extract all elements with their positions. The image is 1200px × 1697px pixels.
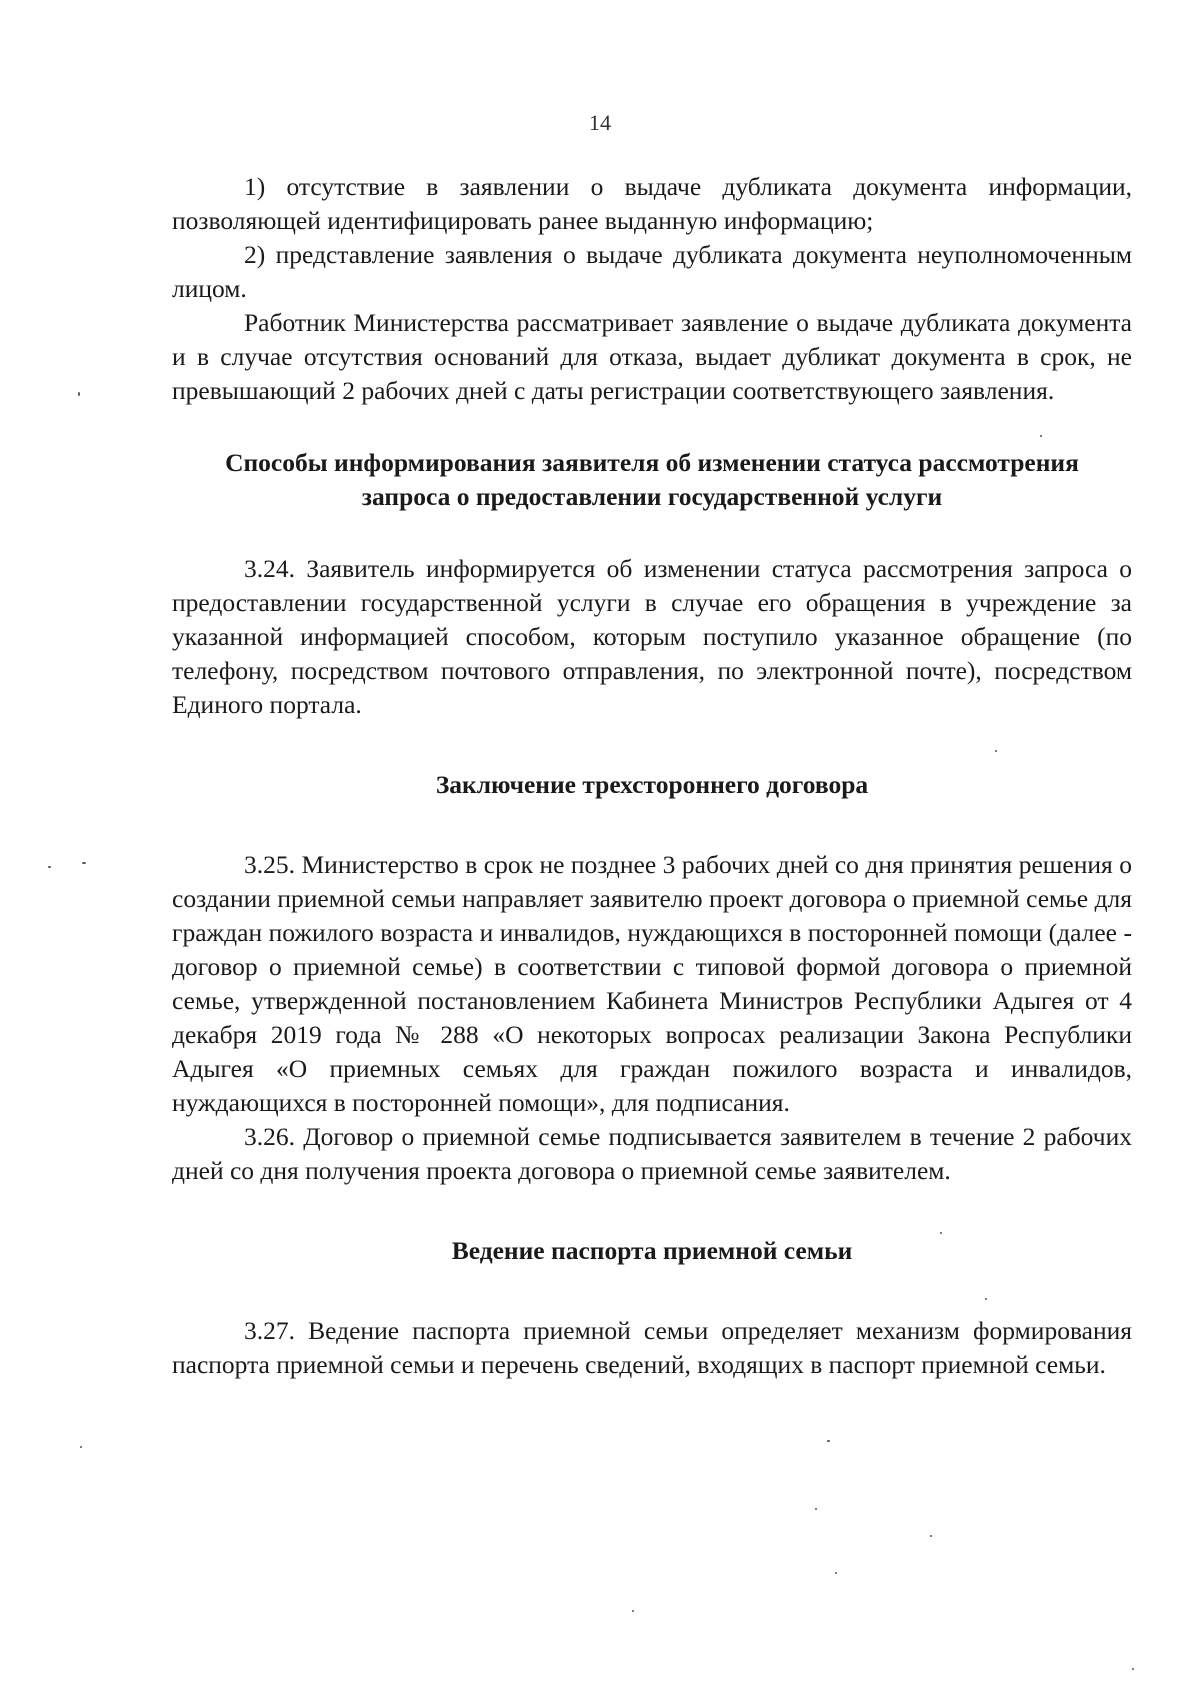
scan-speck xyxy=(985,1298,987,1300)
scan-speck xyxy=(930,1535,932,1537)
paragraph-3-24: 3.24. Заявитель информируется об изменении статуса рассмотрения запроса о предоставлении государственной услуги в случае его обращения в учреждение за указанной информацией способом, которым поступило указанное обращение (по телефону, посредством почтового отправления, по электронной почте), посредством Единого портала. xyxy=(172,554,1132,719)
scan-speck xyxy=(48,866,51,868)
section-heading-informing: Способы информирования заявителя об изменении статуса рассмотрения запроса о предоставлении государственной услуги xyxy=(225,448,1079,511)
scan-speck xyxy=(1040,435,1042,437)
scan-speck xyxy=(827,1440,830,1442)
scan-speck xyxy=(835,1572,837,1574)
scan-speck xyxy=(815,1508,817,1510)
scan-speck xyxy=(82,862,86,864)
section-heading-passport: Ведение паспорта приемной семьи xyxy=(451,1236,853,1265)
scan-speck xyxy=(940,1232,942,1234)
paragraph-refusal-reason-1: 1) отсутствие в заявлении о выдаче дубликата документа информации, позволяющей идентифицировать ранее выданную информацию; xyxy=(172,172,1132,235)
scan-speck xyxy=(1132,1668,1134,1670)
scan-speck xyxy=(995,750,997,752)
paragraph-refusal-reason-2: 2) представление заявления о выдаче дубликата документа неуполномоченным лицом. xyxy=(172,240,1132,303)
paragraph-3-26: 3.26. Договор о приемной семье подписывается заявителем в течение 2 рабочих дней со дня получения проекта договора о приемной семье заявителем. xyxy=(172,1122,1132,1185)
paragraph-3-25: 3.25. Министерство в срок не позднее 3 рабочих дней со дня принятия решения о создании приемной семьи направляет заявителю проект договора о приемной семье для граждан пожилого возраста и инвалидов, нуждающихся в посторонней помощи (далее - договор о приемной семье) в соответствии с типовой формой договора о приемной семье, утвержденной постановлением Кабинета Министров Республики Адыгея от 4 декабря 2019 года № 288 «О некоторых вопросах реализации Закона Республики Адыгея «О приемных семьях для граждан пожилого возраста и инвалидов, нуждающихся в посторонней помощи», для подписания. xyxy=(172,850,1132,1117)
document-body xyxy=(172,170,1132,1382)
scan-speck xyxy=(80,1446,82,1448)
scan-speck xyxy=(78,392,80,396)
section-heading-contract: Заключение трехстороннего договора xyxy=(435,770,869,799)
paragraph-3-27: 3.27. Ведение паспорта приемной семьи определяет механизм формирования паспорта приемной семьи и перечень сведений, входящих в паспорт приемной семьи. xyxy=(172,1316,1132,1379)
paragraph-duplicate-issue: Работник Министерства рассматривает заявление о выдаче дубликата документа и в случае отсутствия оснований для отказа, выдает дубликат документа в срок, не превышающий 2 рабочих дней с даты регистрации соответствующего заявления. xyxy=(172,308,1132,405)
page-number: 14 xyxy=(589,110,611,135)
scan-speck xyxy=(632,1610,634,1612)
